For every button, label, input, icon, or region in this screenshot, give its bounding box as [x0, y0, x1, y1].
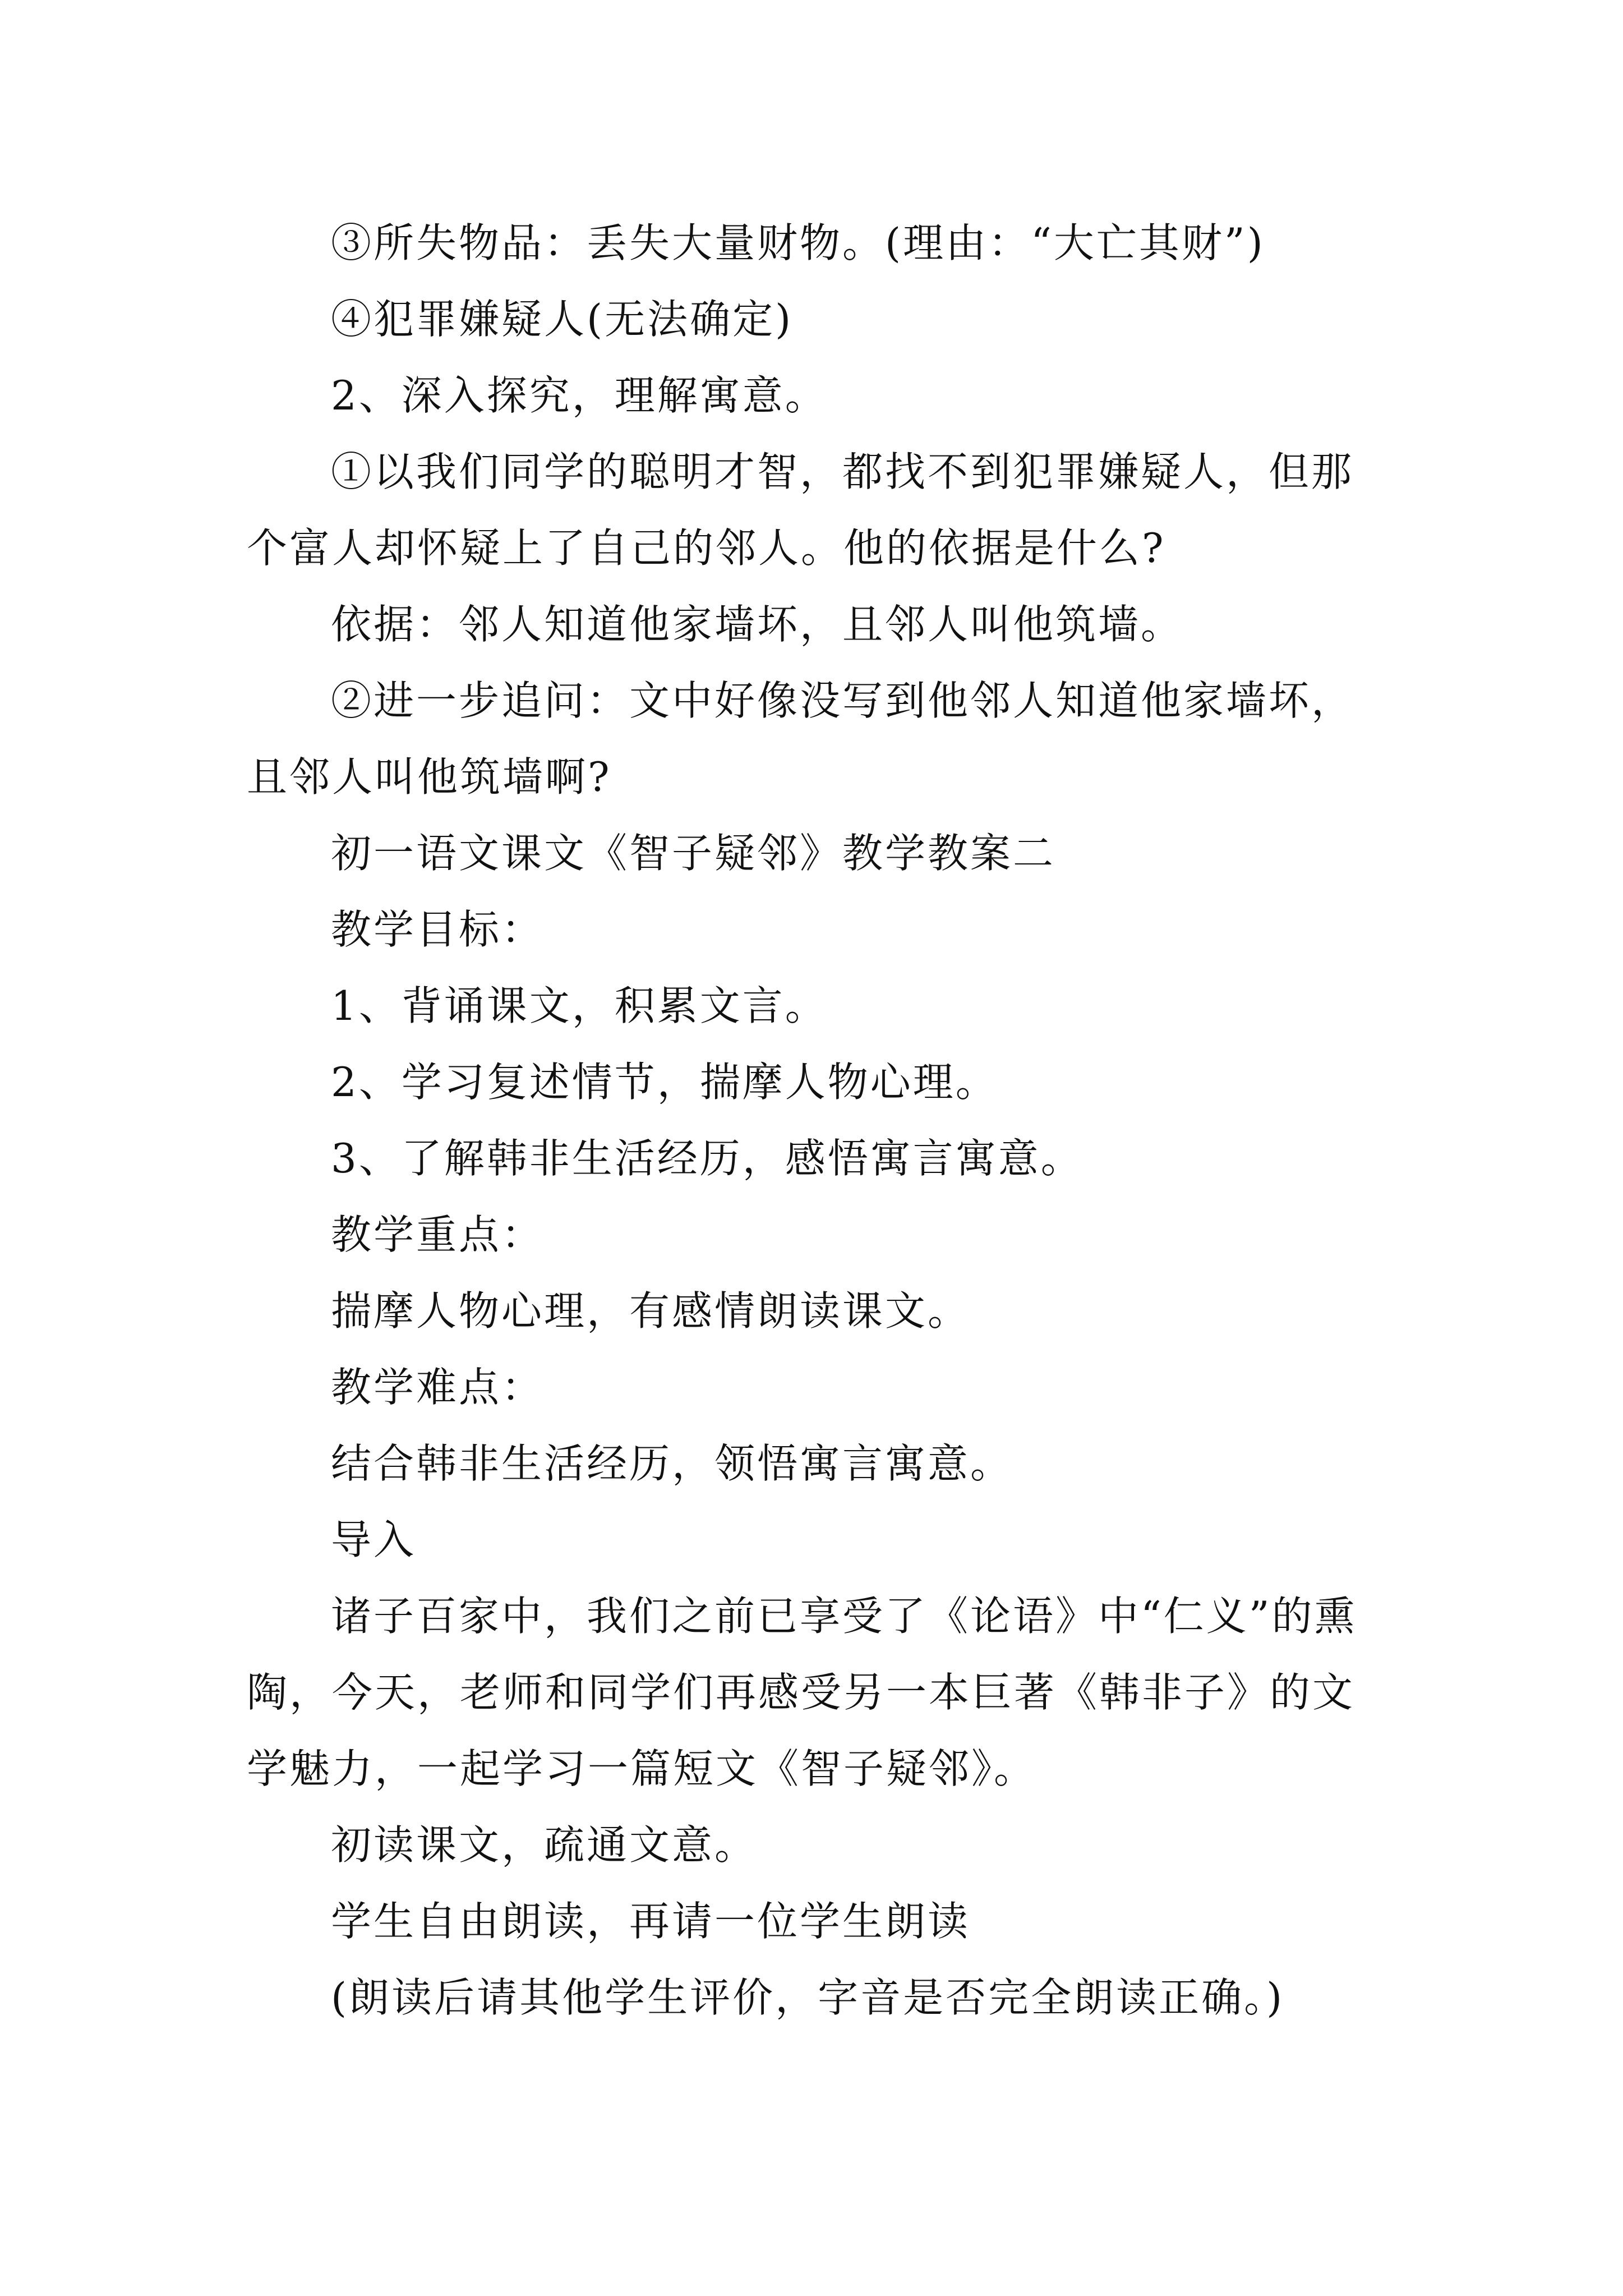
paragraph: 揣摩人物心理，有感情朗读课文。 [331, 1287, 971, 1335]
paragraph: ①以我们同学的聪明才智，都找不到犯罪嫌疑人，但那个富人却怀疑上了自己的邻人。他的依据是什么? [247, 448, 1354, 572]
paragraph: 2、学习复述情节，揣摩人物心理。 [331, 1059, 998, 1106]
paragraph: ②进一步追问：文中好像没写到他邻人知道他家墙坏，且邻人叫他筑墙啊? [247, 677, 1354, 800]
heading-difficulties: 教学难点： [331, 1364, 545, 1411]
paragraph: 诸子百家中，我们之前已享受了《论语》中“仁义”的熏陶，今天，老师和同学们再感受另一本巨著《韩非子》的文学魅力，一起学习一篇短文《智子疑邻》。 [247, 1593, 1357, 1792]
paragraph: 3、了解韩非生活经历，感悟寓言寓意。 [331, 1135, 1083, 1182]
heading-key-points: 教学重点： [331, 1211, 545, 1258]
paragraph: 2、深入探究，理解寓意。 [331, 372, 828, 419]
heading-objectives: 教学目标： [331, 906, 545, 953]
section-title: 初一语文课文《智子疑邻》教学教案二 [331, 830, 1056, 877]
paragraph: ④犯罪嫌疑人(无法确定) [331, 296, 794, 343]
paragraph: 依据：邻人知道他家墙坏，且邻人叫他筑墙。 [331, 601, 1184, 648]
paragraph: 1、背诵课文，积累文言。 [331, 982, 828, 1029]
document-body [247, 205, 1385, 2036]
paragraph: ③所失物品：丢失大量财物。(理由：“大亡其财”) [331, 219, 1265, 266]
paragraph: (朗读后请其他学生评价，字音是否完全朗读正确。) [331, 1974, 1285, 2021]
heading-introduction: 导入 [331, 1516, 417, 1563]
paragraph: 结合韩非生活经历，领悟寓言寓意。 [331, 1440, 1013, 1487]
paragraph: 初读课文，疏通文意。 [331, 1821, 758, 1869]
paragraph: 学生自由朗读，再请一位学生朗读 [331, 1898, 971, 1945]
